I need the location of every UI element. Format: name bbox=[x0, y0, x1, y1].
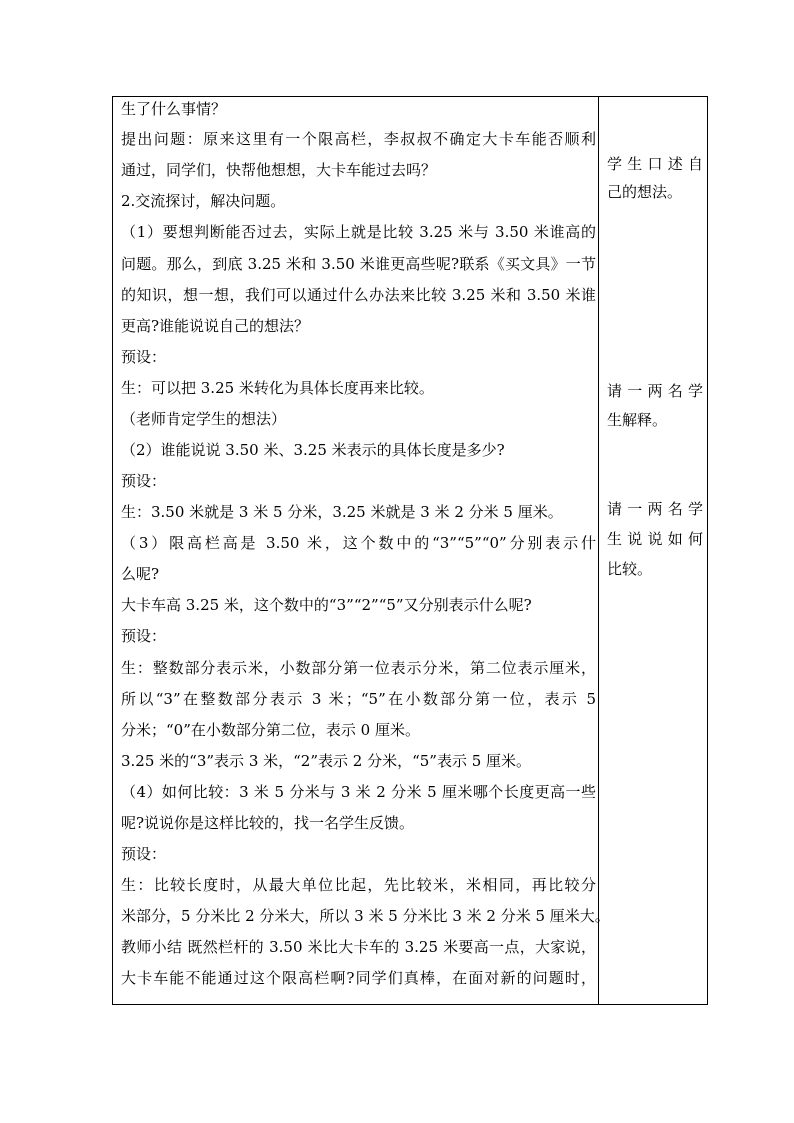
text-line: 大卡车高 3.25 米，这个数中的“3”“2”“5”又分别表示什么呢? bbox=[121, 596, 532, 614]
note-line: 学生口述自 bbox=[607, 155, 703, 173]
text-line: 分米；“0”在小数部分第二位，表示 0 厘米。 bbox=[121, 721, 420, 739]
text-line: 米部分，5 分米比 2 分米大，所以 3 米 5 分米比 3 米 2 分米 5 厘米大。 bbox=[121, 907, 610, 925]
note-line: 生说说如何 bbox=[607, 530, 703, 548]
text-line: 生了什么事情？ bbox=[121, 100, 227, 118]
note-line: 请一两名学 bbox=[607, 382, 703, 400]
text-line: 3.25 米的“3”表示 3 米，“2”表示 2 分米，“5”表示 5 厘米。 bbox=[121, 752, 532, 770]
text-line: 提出问题：原来这里有一个限高栏，李叔叔不确定大卡车能否顺利 bbox=[121, 130, 596, 148]
text-line: 呢?说说你是这样比较的，找一名学生反馈。 bbox=[121, 814, 415, 832]
text-line: 教师小结 既然栏杆的 3.50 米比大卡车的 3.25 米要高一点，大家说， bbox=[121, 938, 596, 956]
text-line: （4）如何比较：3 米 5 分米与 3 米 2 分米 5 厘米哪个长度更高一些 bbox=[121, 783, 596, 801]
lesson-table bbox=[112, 96, 708, 1005]
note-line: 己的想法。 bbox=[607, 183, 683, 201]
text-line: （2）谁能说说 3.50 米、3.25 米表示的具体长度是多少? bbox=[121, 441, 505, 459]
text-line: 生：可以把 3.25 米转化为具体长度再来比较。 bbox=[121, 379, 434, 397]
text-line: （老师肯定学生的想法） bbox=[121, 410, 287, 428]
text-line: 么呢? bbox=[121, 565, 160, 583]
text-line: （1）要想判断能否过去，实际上就是比较 3.25 米与 3.50 米谁高的 bbox=[121, 223, 596, 241]
text-line: 2.交流探讨，解决问题。 bbox=[121, 192, 286, 210]
text-line: 生：整数部分表示米，小数部分第一位表示分米，第二位表示厘米， bbox=[121, 659, 596, 677]
note-line: 生解释。 bbox=[607, 411, 668, 429]
note-line: 请一两名学 bbox=[607, 500, 703, 518]
note-line: 比较。 bbox=[607, 560, 653, 578]
text-line: 的知识，想一想，我们可以通过什么办法来比较 3.25 米和 3.50 米谁 bbox=[121, 286, 596, 304]
text-line: 预设： bbox=[121, 472, 167, 490]
text-line: 大卡车能不能通过这个限高栏啊?同学们真棒，在面对新的问题时， bbox=[121, 969, 596, 987]
column-divider bbox=[598, 97, 599, 1004]
text-line: 更高?谁能说说自己的想法？ bbox=[121, 317, 310, 335]
text-line: 生：3.50 米就是 3 米 5 分米，3.25 米就是 3 米 2 分米 5 厘米。 bbox=[121, 503, 563, 521]
text-line: 预设： bbox=[121, 627, 167, 645]
text-line: 通过，同学们，快帮他想想，大卡车能过去吗？ bbox=[121, 161, 437, 179]
text-line: 预设： bbox=[121, 845, 167, 863]
text-line: 所以“3”在整数部分表示 3 米；“5”在小数部分第一位，表示 5 bbox=[121, 690, 596, 708]
text-line: 预设： bbox=[121, 348, 167, 366]
text-line: （3）限高栏高是 3.50 米，这个数中的“3”“5”“0”分别表示什 bbox=[121, 534, 596, 552]
text-line: 问题。那么，到底 3.25 米和 3.50 米谁更高些呢?联系《买文具》一节 bbox=[121, 255, 596, 273]
text-line: 生：比较长度时，从最大单位比起，先比较米，米相同，再比较分 bbox=[121, 876, 596, 894]
